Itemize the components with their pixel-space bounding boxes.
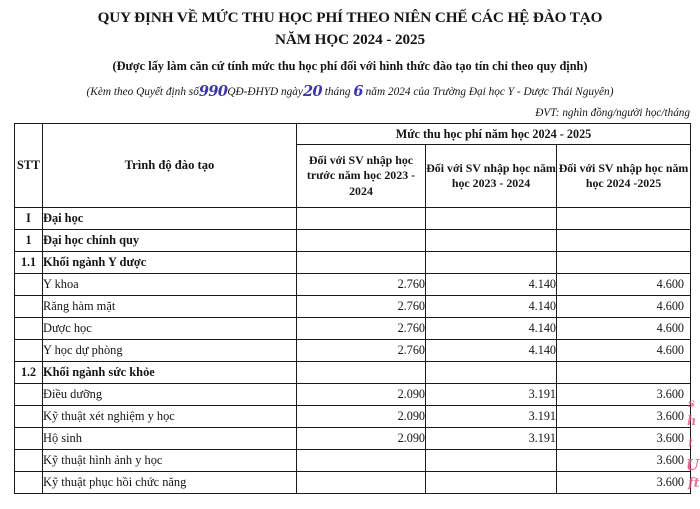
cell-fee-before-2023: 2.090	[297, 384, 426, 406]
cell-stt	[15, 296, 43, 318]
column-header-before-2023: Đối với SV nhập học trước năm học 2023 - 2024	[297, 145, 426, 208]
cell-fee-before-2023: 2.090	[297, 428, 426, 450]
column-header-program: Trình độ đào tạo	[43, 124, 297, 208]
margin-mark-5: ft	[688, 476, 700, 491]
cell-fee-2023-2024: 3.191	[426, 384, 557, 406]
cell-fee-2023-2024: 4.140	[426, 274, 557, 296]
cell-fee-before-2023	[297, 230, 426, 252]
cell-program: Hộ sinh	[43, 428, 297, 450]
cell-fee-2023-2024: 4.140	[426, 318, 557, 340]
cell-fee-2023-2024: 4.140	[426, 296, 557, 318]
document-header	[0, 0, 700, 101]
table-row	[15, 296, 691, 318]
table-head	[15, 124, 691, 208]
cell-fee-2024-2025	[557, 208, 691, 230]
cell-stt	[15, 384, 43, 406]
reference-prefix: (Kèm theo Quyết định số	[86, 85, 199, 98]
cell-program: Đại học	[43, 208, 297, 230]
cell-stt	[15, 340, 43, 362]
column-header-stt: STT	[15, 124, 43, 208]
cell-program: Dược học	[43, 318, 297, 340]
cell-fee-2024-2025: 3.600	[557, 406, 691, 428]
cell-fee-before-2023: 2.760	[297, 274, 426, 296]
cell-fee-2024-2025: 4.600	[557, 274, 691, 296]
cell-fee-2024-2025: 3.600	[557, 428, 691, 450]
cell-stt	[15, 450, 43, 472]
handwritten-month: 6	[353, 82, 363, 100]
tuition-fee-table	[14, 123, 691, 494]
reference-middle-2: tháng	[324, 85, 351, 98]
cell-program: Y khoa	[43, 274, 297, 296]
cell-fee-2024-2025: 3.600	[557, 472, 691, 494]
table-row	[15, 208, 691, 230]
column-header-group: Mức thu học phí năm học 2024 - 2025	[297, 124, 691, 145]
handwritten-day: 20	[302, 82, 322, 100]
cell-program: Răng hàm mặt	[43, 296, 297, 318]
cell-stt	[15, 274, 43, 296]
cell-fee-before-2023	[297, 450, 426, 472]
cell-program: Khối ngành Y dược	[43, 252, 297, 274]
cell-fee-2024-2025	[557, 362, 691, 384]
cell-fee-before-2023	[297, 472, 426, 494]
cell-stt	[15, 428, 43, 450]
table-header-row-group	[15, 124, 691, 145]
cell-stt	[15, 472, 43, 494]
margin-mark-1: s	[688, 396, 695, 410]
table-row	[15, 340, 691, 362]
table-row	[15, 274, 691, 296]
cell-fee-before-2023	[297, 208, 426, 230]
cell-program: Kỹ thuật phục hồi chức năng	[43, 472, 297, 494]
decision-reference	[14, 80, 686, 102]
reference-suffix: năm 2024 của Trường Đại học Y - Dược Thái Nguyên)	[365, 85, 614, 98]
cell-stt	[15, 318, 43, 340]
table-row	[15, 450, 691, 472]
cell-stt: 1	[15, 230, 43, 252]
cell-fee-before-2023	[297, 252, 426, 274]
cell-fee-2023-2024	[426, 208, 557, 230]
cell-fee-before-2023: 2.760	[297, 318, 426, 340]
table-row	[15, 428, 691, 450]
margin-mark-4: U	[686, 456, 700, 474]
cell-fee-2023-2024: 3.191	[426, 406, 557, 428]
table-row	[15, 406, 691, 428]
cell-fee-before-2023: 2.760	[297, 340, 426, 362]
cell-fee-before-2023: 2.760	[297, 296, 426, 318]
cell-stt: I	[15, 208, 43, 230]
cell-fee-2023-2024: 4.140	[426, 340, 557, 362]
cell-stt: 1.1	[15, 252, 43, 274]
table-row	[15, 318, 691, 340]
table-body	[15, 208, 691, 494]
cell-fee-before-2023: 2.090	[297, 406, 426, 428]
cell-stt: 1.2	[15, 362, 43, 384]
cell-fee-2023-2024	[426, 450, 557, 472]
cell-fee-2024-2025	[557, 230, 691, 252]
handwritten-decision-number: 990	[198, 82, 228, 100]
table-row	[15, 384, 691, 406]
page-title-line2: NĂM HỌC 2024 - 2025	[275, 30, 425, 48]
cell-fee-2023-2024	[426, 230, 557, 252]
cell-stt	[15, 406, 43, 428]
reference-middle-1: QĐ-ĐHYD ngày	[227, 85, 303, 98]
unit-note: ĐVT: nghìn đồng/người học/tháng	[535, 107, 690, 120]
margin-mark-2: h	[687, 414, 697, 429]
table-row	[15, 230, 691, 252]
cell-program: Khối ngành sức khỏe	[43, 362, 297, 384]
cell-fee-2024-2025	[557, 252, 691, 274]
cell-program: Đại học chính quy	[43, 230, 297, 252]
table-row	[15, 472, 691, 494]
cell-program: Điều dưỡng	[43, 384, 297, 406]
margin-mark-3: t	[688, 436, 694, 450]
cell-fee-2023-2024	[426, 362, 557, 384]
cell-fee-2023-2024	[426, 472, 557, 494]
cell-fee-2024-2025: 3.600	[557, 384, 691, 406]
cell-fee-2024-2025: 4.600	[557, 318, 691, 340]
column-header-2023-2024: Đối với SV nhập học năm học 2023 - 2024	[426, 145, 557, 208]
cell-fee-2023-2024	[426, 252, 557, 274]
cell-program: Y học dự phòng	[43, 340, 297, 362]
table-row	[15, 252, 691, 274]
table-row	[15, 362, 691, 384]
column-header-2024-2025: Đối với SV nhập học năm học 2024 -2025	[557, 145, 691, 208]
cell-fee-2024-2025: 4.600	[557, 340, 691, 362]
page-title-line1: QUY ĐỊNH VỀ MỨC THU HỌC PHÍ THEO NIÊN CHẾ CÁC HỆ ĐÀO TẠO	[97, 9, 603, 26]
cell-fee-2024-2025: 3.600	[557, 450, 691, 472]
cell-fee-2023-2024: 3.191	[426, 428, 557, 450]
page-subtitle: (Được lấy làm căn cứ tính mức thu học phí đối với hình thức đào tạo tín chỉ theo quy định)	[112, 59, 588, 74]
cell-program: Kỹ thuật xét nghiệm y học	[43, 406, 297, 428]
cell-fee-before-2023	[297, 362, 426, 384]
fee-table-container	[0, 123, 700, 494]
cell-fee-2024-2025: 4.600	[557, 296, 691, 318]
cell-program: Kỹ thuật hình ảnh y học	[43, 450, 297, 472]
